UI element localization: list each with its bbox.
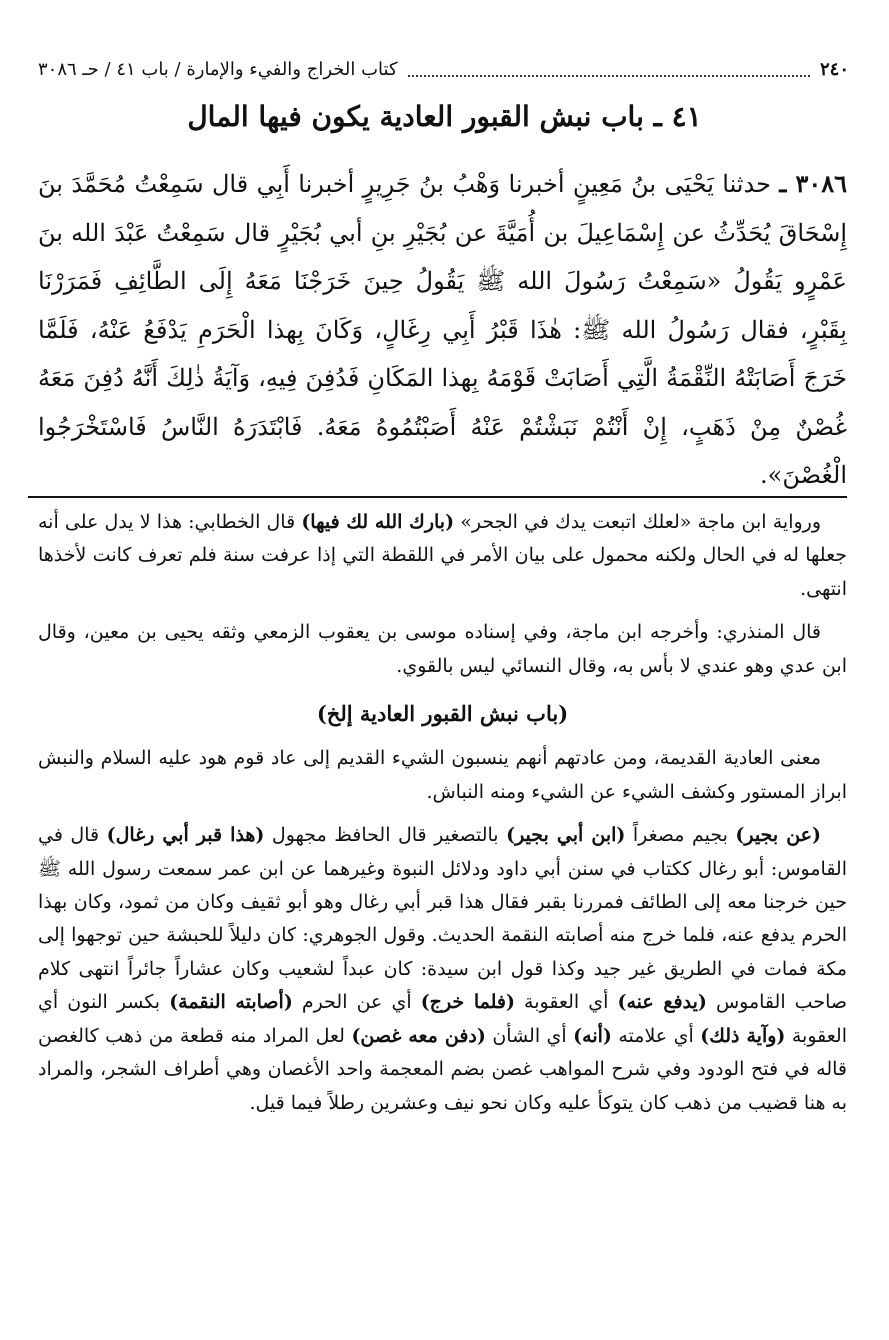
note-bold-phrase: (بارك الله لك فيها) xyxy=(301,511,455,533)
note-bold-phrase: (أنه) xyxy=(573,1024,612,1047)
note-text: بالتصغير قال الحافظ مجهول xyxy=(264,824,507,847)
note-text: ورواية ابن ماجة «لعلك اتبعت يدك في الجحر» xyxy=(454,511,821,533)
running-header xyxy=(38,52,849,86)
hadith-body: حدثنا يَحْيَى بنُ مَعِينٍ أخبرنا وَهْبُ بنُ جَرِيرٍ أخبرنا أَبِي قال سَمِعْتُ مُحَمَّدَ بنَ إِسْحَاقَ يُحَدِّثُ عن إِسْمَاعِيلَ بن أُمَيَّةَ عن بُجَيْرِ بنِ أبي بُجَيْرٍ قال سَمِعْتُ عَبْدَ الله بنَ عَمْرٍو يَقُولُ «سَمِعْتُ رَسُولَ الله ﷺ يَقُولُ حِينَ خَرَجْنَا مَعَهُ إِلَى الطَّائِفِ فَمَرَرْنَا بِقَبْرٍ، فقال رَسُولُ الله ﷺ: هٰذَا قَبْرُ أَبِي رِغَالٍ، وَكَانَ بِهذا الْحَرَمِ يَدْفَعُ عَنْهُ، فَلَمَّا خَرَجَ أَصَابَتْهُ النِّقْمَةُ الَّتِي أَصَابَتْ قَوْمَهُ بِهذا المَكَانِ فَدُفِنَ فِيهِ، وَآيَةُ ذٰلِكَ أَنَّهُ دُفِنَ مَعَهُ غُصْنٌ مِنْ ذَهَبٍ، إِنْ أَنْتُمْ نَبَشْتُمْ عَنْهُ أَصَبْتُمُوهُ مَعَهُ. فَابْتَدَرَهُ النَّاسُ فَاسْتَخْرَجُوا الْغُصْنَ». xyxy=(38,170,848,489)
note-text: بكسر النون أي العقوبة xyxy=(38,991,847,1047)
page-number: ٢٤٠ xyxy=(819,58,849,80)
note-bold-phrase: (دفن معه غصن) xyxy=(351,1024,486,1047)
note-text: أي العقوبة xyxy=(514,991,618,1014)
note-bold-phrase: (يدفع عنه) xyxy=(617,991,707,1014)
note-text: قال في القاموس: أبو رغال ككتاب في سنن أبي داود ودلائل النبوة وغيرهما عن ابن عمر سمعت رسول الله ﷺ حين خرجنا معه إلى الطائف فمررنا بقبر فقال هذا قبر أبي رغال وهو أبو ثقيف وكان من ثمود، وكان بهذا الحرم يدفع عنه، فلما خرج منه أصابته النقمة الحديث. وقول الجوهري: كان دليلاً للحبشة حين توجهوا إلى مكة فمات في الطريق غير جيد وكذا قول ابن سيدة: كان عبداً لشعيب وكان عشاراً جائراً انتهى كلام صاحب القاموس xyxy=(38,824,848,1014)
commentary-paragraph xyxy=(38,819,847,1120)
commentary xyxy=(38,506,847,1130)
note-bold-phrase: (وآية ذلك) xyxy=(700,1024,786,1047)
note-text: قال الخطابي: هذا لا يدل على أنه جعلها له في الحال ولكنه محمول على بيان الأمر في اللقطة التي إذا عرفت سنة فلم تعرف كانت لأخذها انتهى. xyxy=(38,511,847,600)
note-text: أي عن الحرم xyxy=(292,991,421,1014)
note-bold-phrase: (عن بجير) xyxy=(735,824,821,847)
commentary-subheading: (باب نبش القبور العادية إلخ) xyxy=(316,701,569,727)
commentary-paragraph: قال المنذري: وأخرجه ابن ماجة، وفي إسناده موسى بن يعقوب الزمعي وثقه يحيى بن معين، وقال ابن عدي وهو عندي لا بأس به، وقال النسائي ليس بالقوي. xyxy=(38,621,847,677)
commentary-paragraph: معنى العادية القديمة، ومن عادتهم أنهم ينسبون الشيء القديم إلى عاد قوم هود عليه السلام والنبش ابراز المستور وكشف الشيء عن الشيء ومنه النباش. xyxy=(38,747,847,803)
note-text: أي الشأن xyxy=(485,1024,574,1047)
note-text: بجيم مصغراً xyxy=(625,824,736,847)
commentary-paragraph xyxy=(38,506,847,606)
header-dot-leader xyxy=(408,61,810,77)
running-title: كتاب الخراج والفيء والإمارة / باب ٤١ / حـ ٣٠٨٦ xyxy=(38,58,398,80)
note-text: لعل المراد منه قطعة من ذهب كالغصن قاله في فتح الودود وفي شرح المواهب غصن بضم المعجمة واحد الأغصان وهي أطراف الشجر، والمراد به هنا قضيب من ذهب كان يتوكأ عليه وكان نحو نيف وعشرين رطلاً فيما قيل. xyxy=(38,1024,847,1114)
note-text: أي علامته xyxy=(611,1024,701,1047)
note-bold-phrase: (هذا قبر أبي رغال) xyxy=(106,824,265,847)
note-bold-phrase: (فلما خرج) xyxy=(420,991,515,1014)
chapter-title: ٤١ ـ باب نبش القبور العادية يكون فيها المال xyxy=(187,100,702,133)
note-bold-phrase: (ابن أبي بجير) xyxy=(506,824,626,847)
footnote-separator xyxy=(28,496,847,498)
hadith-text xyxy=(38,160,847,500)
hadith-number: ٣٠٨٦ ـ xyxy=(779,169,847,198)
note-bold-phrase: (أصابته النقمة) xyxy=(169,991,293,1014)
